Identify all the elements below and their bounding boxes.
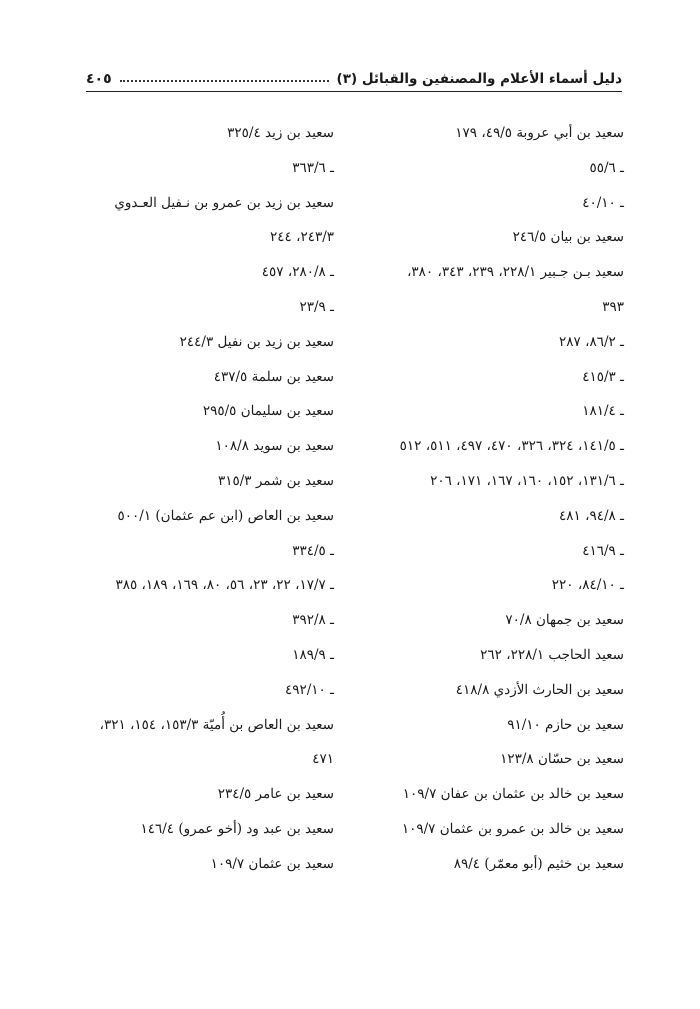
index-entry: ـ ٩٤/٨، ٤٨١ (559, 507, 624, 524)
index-entry: ٤٧١ (312, 751, 334, 768)
index-entry: سعيد بن زيد بن عمرو بن نـفيل العـدوي (114, 194, 334, 211)
index-entry: ـ ٥٥/٦ (589, 159, 624, 176)
index-entry: سعيد بن سلمة ٤٣٧/٥ (213, 368, 334, 385)
index-entry: ـ ٤١٦/٩ (582, 542, 624, 559)
index-entry: سعيد بـن جـبير ٢٢٨/١، ٢٣٩، ٣٤٣، ٣٨٠، (407, 264, 624, 281)
index-entry: ـ ٤٩٢/١٠ (284, 681, 334, 698)
index-entry: سعيد بن أبي عروبة ٤٩/٥، ١٧٩ (455, 125, 624, 141)
index-entry: سعيد بن جمهان ٧٠/٨ (505, 612, 624, 629)
index-entry: سعيد بن الحارث الأزدي ٤١٨/٨ (455, 681, 624, 698)
index-entry: ـ ٣٦٣/٦ (292, 159, 334, 176)
index-entry: ـ ٣٩٢/٨ (292, 612, 334, 629)
index-entry: سعيد بن خثيم (أبو معمّر) ٨٩/٤ (453, 855, 624, 872)
index-entry: ـ ١٨١/٤ (582, 403, 624, 420)
index-entry: سعيد بن بيان ٢٤٦/٥ (512, 229, 624, 246)
index-entry: سعيد بن حسّان ١٢٣/٨ (500, 751, 624, 768)
left-column (84, 116, 334, 882)
index-entry: ٣٩٣ (602, 298, 624, 315)
index-entry: ـ ٢٣/٩ (299, 298, 334, 315)
index-entry: ـ ٣٣٤/٥ (292, 542, 334, 559)
index-entry: ـ ٨٤/١٠، ٢٢٠ (551, 577, 624, 594)
index-entry: ـ ١٨٩/٩ (292, 646, 334, 663)
index-entry: ـ ٨٦/٢، ٢٨٧ (559, 333, 624, 350)
running-header (86, 62, 622, 92)
index-entry: ـ ٤١٥/٣ (582, 368, 624, 385)
index-entry: سعيد بن خالد بن عثمان بن عفان ١٠٩/٧ (402, 786, 624, 803)
index-entry: ـ ٤٠/١٠ (582, 194, 624, 211)
index-entry: سعيد بن عبد ود (أخو عمرو) ١٤٦/٤ (140, 820, 334, 837)
index-entry: ٢٤٣/٣، ٢٤٤ (270, 229, 334, 246)
index-entry: سعيد بن العاص بن أُميّة ١٥٣/٣، ١٥٤، ٣٢١، (99, 716, 334, 733)
index-entry: ـ ١٣١/٦، ١٥٢، ١٦٠، ١٦٧، ١٧١، ٢٠٦ (430, 472, 624, 489)
index-entry: سعيد الحاجب ٢٢٨/١، ٢٦٢ (480, 646, 624, 663)
index-entry: سعيد بن زيد ٣٢٥/٤ (227, 125, 334, 141)
index-entry: سعيد بن العاص (ابن عم عثمان) ٥٠٠/١ (117, 507, 334, 524)
index-entry: سعيد بن عامر ٢٣٤/٥ (217, 786, 334, 803)
page-number: ٤٠٥ (86, 71, 112, 87)
index-entry: ـ ١٧/٧، ٢٢، ٢٣، ٥٦، ٨٠، ١٦٩، ١٨٩، ٣٨٥ (115, 577, 334, 594)
index-columns (84, 116, 624, 882)
index-entry: سعيد بن شمر ٣١٥/٣ (217, 472, 334, 489)
index-entry: سعيد بن سليمان ٢٩٥/٥ (202, 403, 334, 420)
index-entry: سعيد بن خالد بن عمرو بن عثمان ١٠٩/٧ (401, 820, 624, 837)
header-title: دليل أسماء الأعلام والمصنفين والقبائل (٣) (336, 71, 622, 87)
index-entry: سعيد بن عثمان ١٠٩/٧ (210, 855, 334, 872)
right-column (374, 116, 624, 882)
index-entry: ـ ١٤١/٥، ٣٢٤، ٣٢٦، ٤٧٠، ٤٩٧، ٥١١، ٥١٢ (399, 438, 624, 455)
header-leader-dots (120, 80, 329, 82)
index-entry: ـ ٢٨٠/٨، ٤٥٧ (261, 264, 334, 281)
index-entry: سعيد بن زيد بن نفيل ٢٤٤/٣ (179, 333, 334, 350)
index-entry: سعيد بن سويد ١٠٨/٨ (215, 438, 334, 455)
index-entry: سعيد بن حازم ٩١/١٠ (507, 716, 624, 733)
